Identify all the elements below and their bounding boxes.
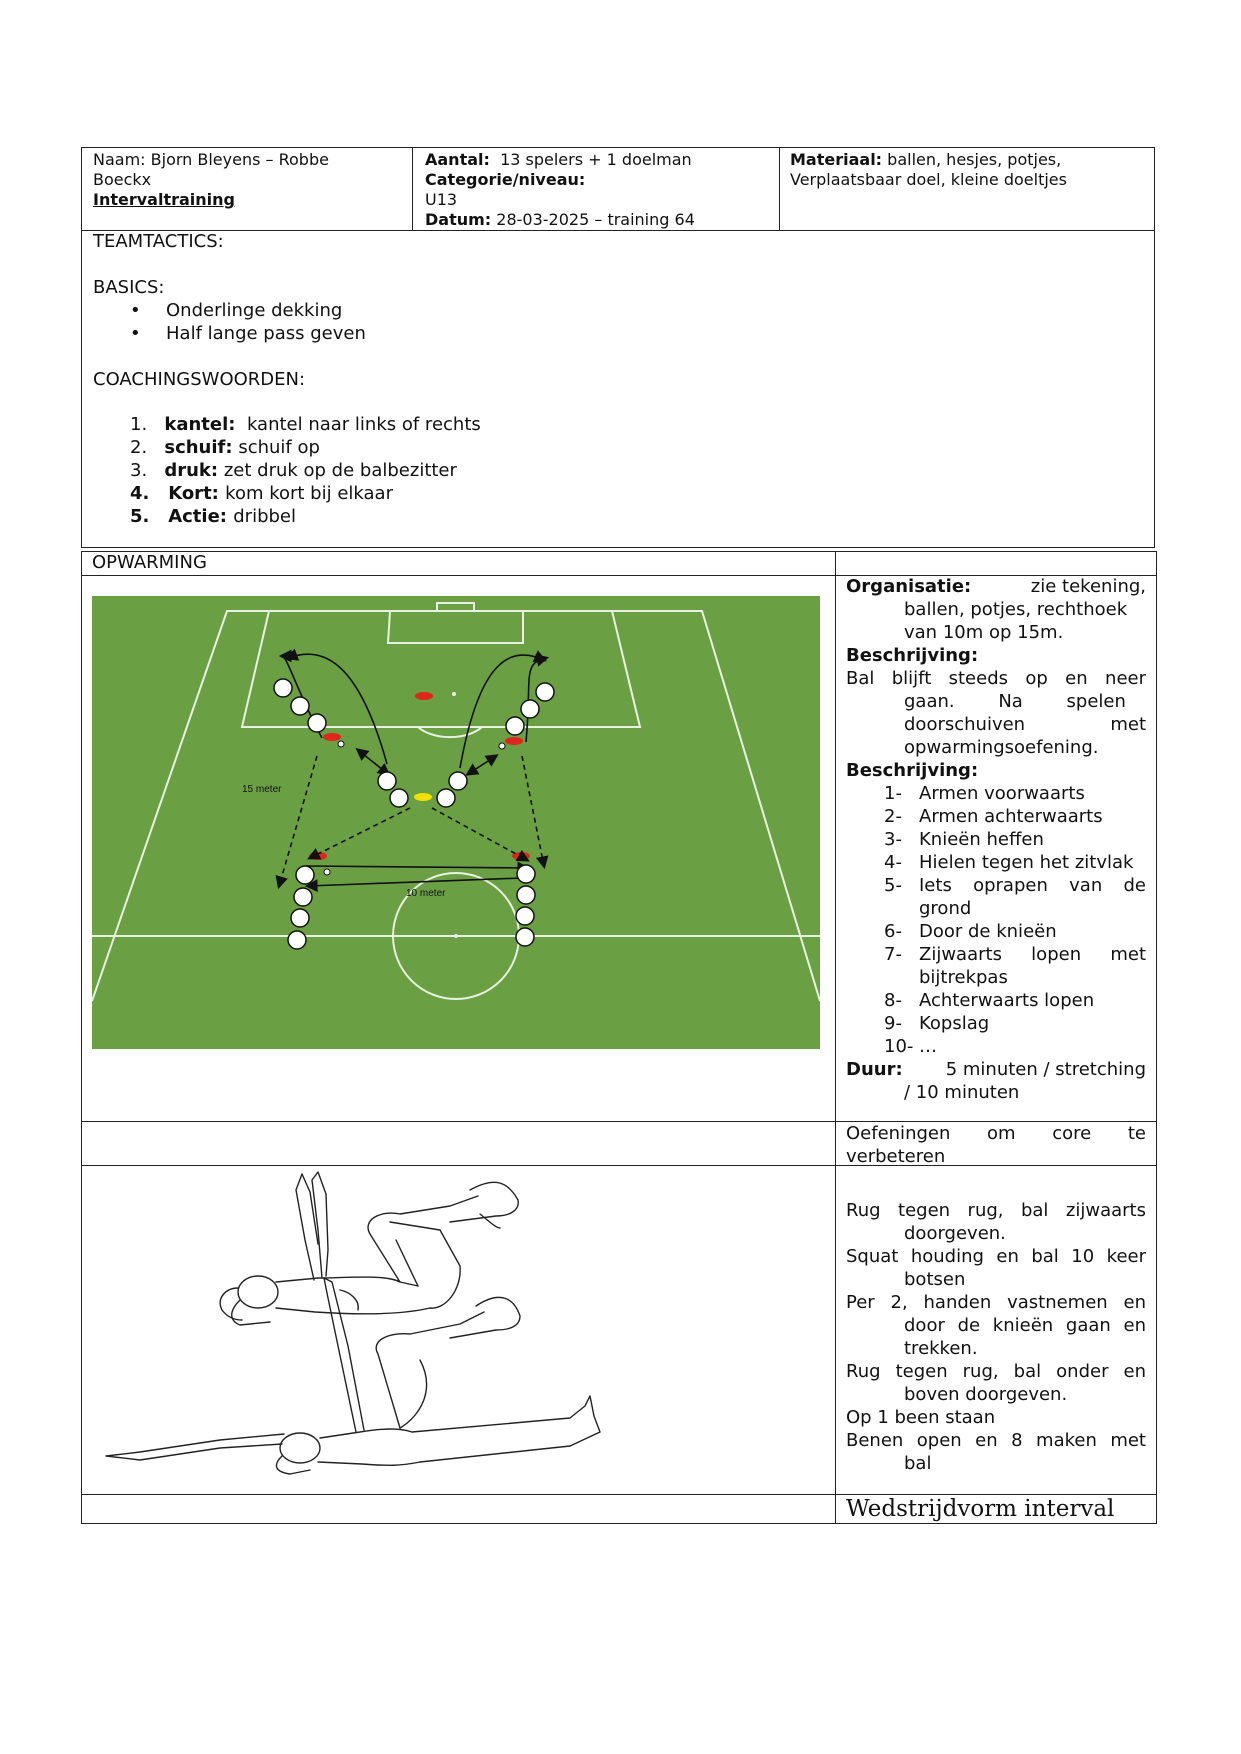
teamtactics-label: TEAMTACTICS: bbox=[93, 231, 224, 252]
basics-item-2: Half lange pass geven bbox=[166, 323, 366, 344]
core-items bbox=[846, 1199, 1146, 1475]
coaching-word: kantel: bbox=[164, 414, 236, 435]
penalty-spot bbox=[452, 692, 456, 696]
core-item-2-line1: Squat houding en bal 10 keer bbox=[846, 1246, 1146, 1267]
ball bbox=[499, 743, 505, 749]
beschrijving-line1: Bal blijft steeds op en neer bbox=[846, 668, 1146, 689]
organisatie-line2: ballen, potjes, rechthoek bbox=[904, 599, 1128, 620]
player bbox=[506, 717, 524, 735]
basics-bullet-1: • bbox=[130, 300, 141, 321]
player bbox=[516, 928, 534, 946]
step-9: 9- Kopslag bbox=[884, 1013, 990, 1034]
basics-item-1: Onderlinge dekking bbox=[166, 300, 343, 321]
core-item-6-line1: Benen open en 8 maken met bbox=[846, 1430, 1146, 1451]
organisatie-label: Organisatie: bbox=[846, 576, 972, 597]
coaching-word: druk: bbox=[164, 460, 219, 481]
coaching-num: 3. bbox=[130, 460, 148, 481]
step-8: 8- Achterwaarts lopen bbox=[884, 990, 1095, 1011]
player bbox=[294, 888, 312, 906]
step-1: 1- Armen voorwaarts bbox=[884, 783, 1085, 804]
player bbox=[274, 679, 292, 697]
cone-yellow bbox=[414, 793, 432, 801]
step-7-cont: bijtrekpas bbox=[919, 967, 1008, 988]
step-5: 5- Iets oprapen van de bbox=[884, 875, 1146, 896]
coaching-item-3 bbox=[130, 459, 457, 482]
center-spot bbox=[454, 934, 458, 938]
coaching-item-2 bbox=[130, 436, 320, 459]
categorie-label: Categorie/niveau: bbox=[425, 170, 586, 189]
figure-dead-bug-2 bbox=[106, 1278, 600, 1474]
player bbox=[296, 866, 314, 884]
coaching-num: 2. bbox=[130, 437, 148, 458]
player bbox=[449, 772, 467, 790]
core-item-1-line1: Rug tegen rug, bal zijwaarts bbox=[846, 1200, 1146, 1221]
duur-line2: / 10 minuten bbox=[904, 1082, 1020, 1103]
coaching-num: 5. bbox=[130, 506, 150, 527]
training-type: Intervaltraining bbox=[93, 190, 235, 209]
step-4: 4- Hielen tegen het zitvlak bbox=[884, 852, 1134, 873]
coaching-text: zet druk op de balbezitter bbox=[223, 460, 457, 481]
cone-red bbox=[505, 737, 523, 745]
datum-row bbox=[425, 210, 695, 230]
basics-bullet-2: • bbox=[130, 323, 141, 344]
step-3: 3- Knieën heffen bbox=[884, 829, 1044, 850]
coaching-word: Actie: bbox=[168, 506, 227, 527]
cone-red bbox=[415, 692, 433, 700]
label-15-meter: 15 meter bbox=[242, 784, 282, 795]
materiaal-value-line2: Verplaatsbaar doel, kleine doeltjes bbox=[790, 170, 1067, 189]
coaching-item-5 bbox=[130, 505, 296, 528]
core-item-3-line1: Per 2, handen vastnemen en bbox=[846, 1292, 1146, 1313]
beschrijving-line2: gaan. Na spelen bbox=[904, 691, 1126, 712]
organisatie-line1: zie tekening, bbox=[1030, 576, 1146, 597]
player bbox=[536, 683, 554, 701]
coaching-text: kom kort bij elkaar bbox=[225, 483, 393, 504]
coaching-item-4 bbox=[130, 482, 393, 505]
next-section-title: Wedstrijdvorm interval bbox=[846, 1496, 1115, 1522]
core-item-3-line3: trekken. bbox=[904, 1338, 978, 1359]
duur-row bbox=[846, 1058, 1146, 1081]
warmup-title: OPWARMING bbox=[92, 552, 207, 573]
core-item-3-line2: door de knieën gaan en bbox=[904, 1315, 1146, 1336]
materiaal-label: Materiaal: bbox=[790, 150, 883, 169]
label-10-meter: 10 meter bbox=[406, 888, 446, 899]
player bbox=[288, 931, 306, 949]
figure-dead-bug-1 bbox=[220, 1172, 518, 1325]
core-item-4-line2: boven doorgeven. bbox=[904, 1384, 1068, 1405]
coaching-text: dribbel bbox=[233, 506, 297, 527]
warmup-description bbox=[846, 575, 1146, 1104]
player bbox=[517, 865, 535, 883]
core-item-1-line2: doorgeven. bbox=[904, 1223, 1006, 1244]
pitch-background bbox=[92, 596, 820, 1049]
core-title-line2: verbeteren bbox=[846, 1146, 946, 1167]
core-item-6-line2: bal bbox=[904, 1453, 932, 1474]
cone-red bbox=[323, 733, 341, 741]
core-item-2-line2: botsen bbox=[904, 1269, 966, 1290]
aantal-row bbox=[425, 150, 692, 170]
materiaal-value-line1: ballen, hesjes, potjes, bbox=[887, 150, 1062, 169]
beschrijving-line3: doorschuiven met bbox=[904, 714, 1146, 735]
coaching-text: kantel naar links of rechts bbox=[246, 414, 481, 435]
coaching-label: COACHINGSWOORDEN: bbox=[93, 369, 306, 390]
ball bbox=[324, 869, 330, 875]
step-5-cont: grond bbox=[919, 898, 972, 919]
step-7: 7- Zijwaarts lopen met bbox=[884, 944, 1146, 965]
coaching-word: Kort: bbox=[168, 483, 219, 504]
coaching-word: schuif: bbox=[164, 437, 233, 458]
coaching-num: 4. bbox=[130, 483, 150, 504]
organisatie-line3: van 10m op 15m. bbox=[904, 622, 1064, 643]
coaching-item-1 bbox=[130, 413, 481, 436]
step-6: 6- Door de knieën bbox=[884, 921, 1057, 942]
coaching-num: 1. bbox=[130, 414, 148, 435]
aantal-label: Aantal: bbox=[425, 150, 490, 169]
duur-label: Duur: bbox=[846, 1059, 903, 1080]
core-exercise-sketch bbox=[100, 1170, 660, 1480]
organisatie-row bbox=[846, 575, 1146, 598]
player bbox=[291, 697, 309, 715]
categorie-value: U13 bbox=[425, 190, 458, 209]
naam-line1: Naam: Bjorn Bleyens – Robbe bbox=[93, 150, 329, 169]
step-2: 2- Armen achterwaarts bbox=[884, 806, 1103, 827]
core-title bbox=[846, 1122, 1146, 1168]
player bbox=[378, 772, 396, 790]
beschrijving2-label: Beschrijving: bbox=[846, 760, 979, 781]
naam-line2: Boeckx bbox=[93, 170, 152, 189]
player bbox=[516, 907, 534, 925]
player bbox=[308, 714, 326, 732]
datum-value: 28-03-2025 – training 64 bbox=[496, 210, 695, 229]
materiaal-row bbox=[790, 150, 1061, 170]
player bbox=[291, 909, 309, 927]
player bbox=[437, 789, 455, 807]
step-10: 10- … bbox=[884, 1036, 937, 1057]
basics-label: BASICS: bbox=[93, 277, 165, 298]
coaching-text: schuif op bbox=[238, 437, 320, 458]
player bbox=[390, 789, 408, 807]
datum-label: Datum: bbox=[425, 210, 492, 229]
duur-line1: 5 minuten / stretching bbox=[945, 1059, 1146, 1080]
warmup-field-diagram bbox=[92, 596, 820, 1049]
beschrijving-line4: opwarmingsoefening. bbox=[904, 737, 1099, 758]
core-title-line1: Oefeningen om core te bbox=[846, 1123, 1146, 1144]
core-item-5-line1: Op 1 been staan bbox=[846, 1407, 996, 1428]
beschrijving-label: Beschrijving: bbox=[846, 645, 979, 666]
aantal-value: 13 spelers + 1 doelman bbox=[500, 150, 692, 169]
player bbox=[517, 886, 535, 904]
core-item-4-line1: Rug tegen rug, bal onder en bbox=[846, 1361, 1146, 1382]
ball bbox=[338, 741, 344, 747]
player bbox=[521, 700, 539, 718]
